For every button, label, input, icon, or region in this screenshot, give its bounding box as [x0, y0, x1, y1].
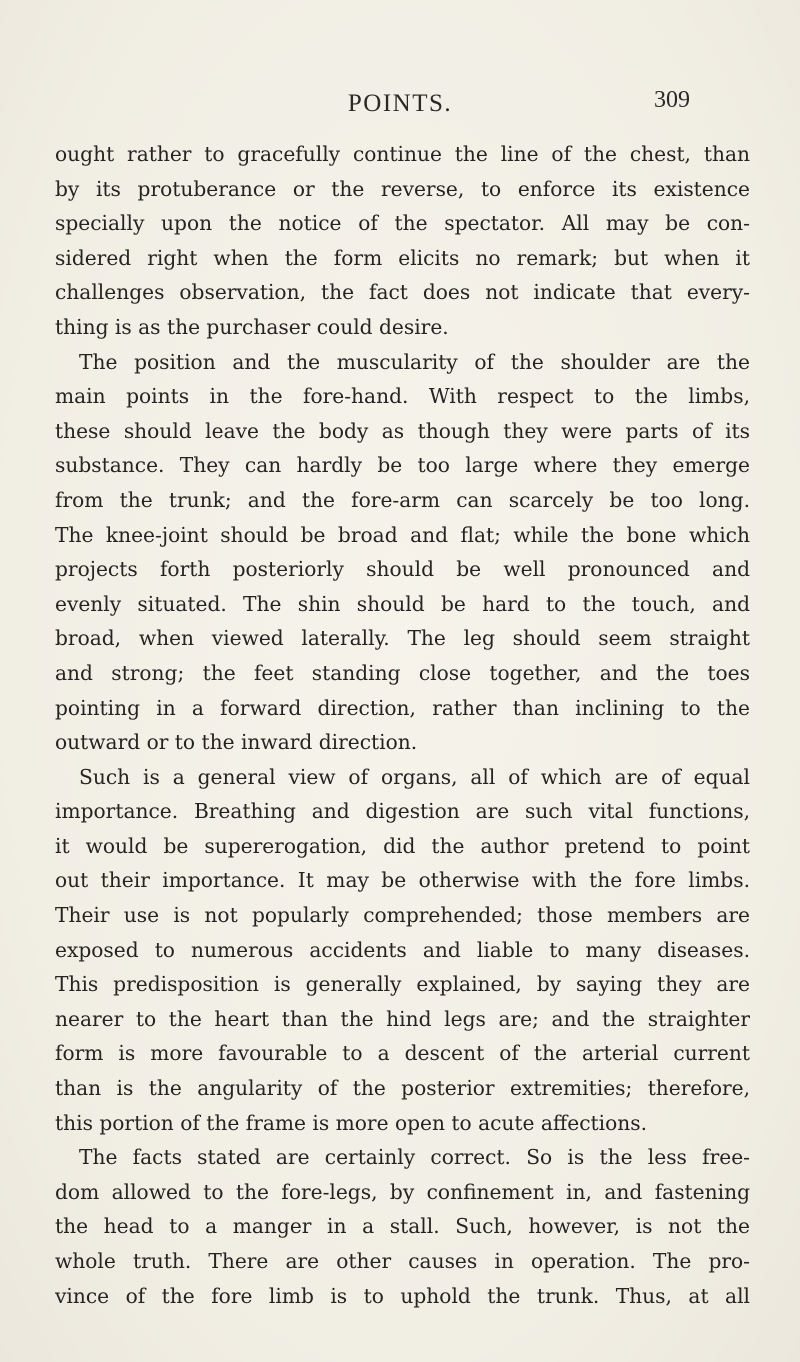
text-line: these should leave the body as though they were parts of its [55, 418, 750, 443]
text-line: dom allowed to the fore-legs, by confinement in, and fastening [55, 1179, 750, 1204]
text-line: vince of the fore limb is to uphold the trunk. Thus, at all [55, 1283, 750, 1308]
text-line: outward or to the inward direction. [55, 730, 418, 755]
text-line: ought rather to gracefully continue the line of the chest, than [55, 142, 750, 166]
running-head [0, 87, 800, 130]
text-line: by its protuberance or the reverse, to enforce its existence [55, 176, 750, 201]
text-line: projects forth posteriorly should be well pronounced and [55, 557, 750, 582]
text-line: evenly situated. The shin should be hard to the touch, and [55, 591, 750, 616]
text-line: whole truth. There are other causes in operation. The pro- [55, 1249, 750, 1273]
text-line: and strong; the feet standing close together, and the toes [55, 660, 750, 685]
running-title: POINTS. [347, 90, 453, 117]
text-line: challenges observation, the fact does not indicate that every- [55, 280, 750, 305]
text-line: the head to a manger in a stall. Such, however, is not the [55, 1214, 750, 1239]
text-line: sidered right when the form elicits no remark; but when it [55, 245, 750, 270]
text-line: This predisposition is generally explained, by saying they are [55, 972, 750, 997]
page-number: 309 [654, 87, 690, 113]
text-line: Their use is not popularly comprehended; those members are [55, 903, 750, 928]
text-line: substance. They can hardly be too large where they emerge [55, 453, 750, 478]
text-line: this portion of the frame is more open to acute affections. [55, 1110, 648, 1135]
text-line: main points in the fore-hand. With respect to the limbs, [55, 384, 750, 409]
text-line: than is the angularity of the posterior extremities; therefore, [55, 1076, 750, 1101]
text-line: thing is as the purchaser could desire. [55, 314, 449, 339]
text-line: The position and the muscularity of the shoulder are the [79, 349, 750, 374]
text-line: specially upon the notice of the spectator. All may be con- [55, 211, 750, 236]
text-line: Such is a general view of organs, all of which are of equal [79, 764, 750, 789]
text-line: exposed to numerous accidents and liable to many diseases. [55, 937, 750, 962]
text-line: out their importance. It may be otherwise with the fore limbs. [55, 868, 750, 893]
text-line: nearer to the heart than the hind legs are; and the straighter [55, 1006, 750, 1031]
body-text [55, 137, 750, 1313]
text-line: pointing in a forward direction, rather than inclining to the [55, 695, 750, 720]
text-line: it would be supererogation, did the author pretend to point [55, 833, 750, 858]
text-line: form is more favourable to a descent of the arterial current [55, 1041, 750, 1066]
text-line: importance. Breathing and digestion are such vital functions, [55, 799, 750, 824]
text-line: from the trunk; and the fore-arm can scarcely be too long. [55, 487, 750, 512]
text-line: The knee-joint should be broad and flat; while the bone which [55, 522, 750, 547]
text-line: The facts stated are certainly correct. So is the less free- [79, 1145, 750, 1170]
text-line: broad, when viewed laterally. The leg should seem straight [55, 626, 750, 651]
